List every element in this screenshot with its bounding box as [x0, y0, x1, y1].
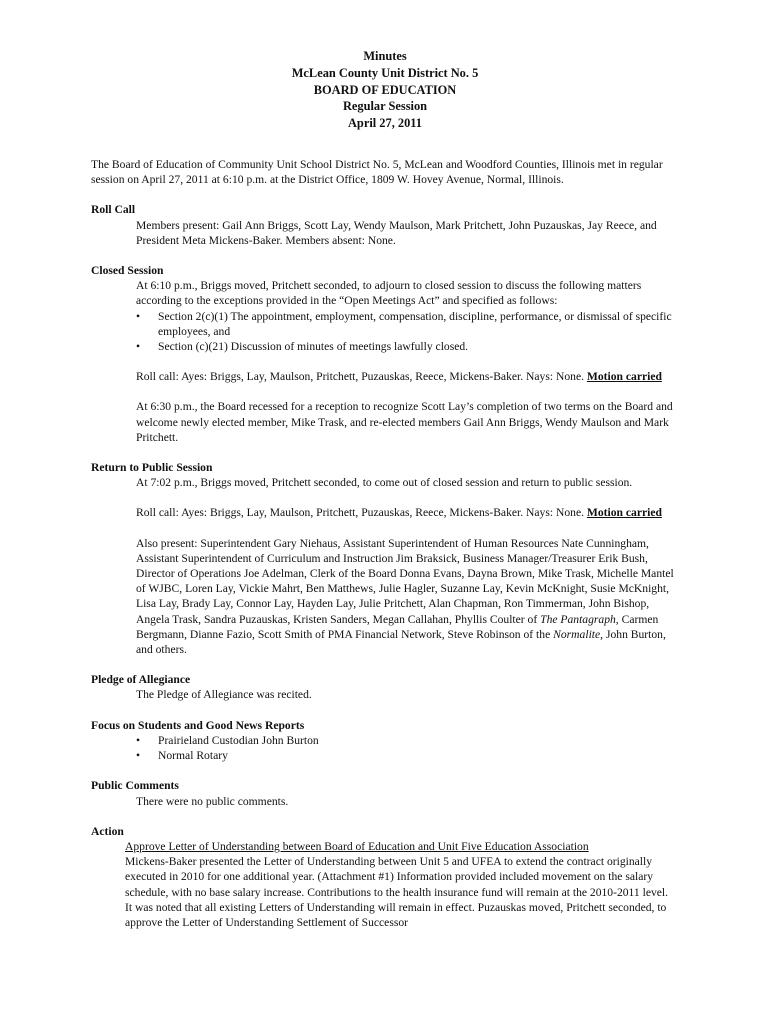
closed-session-body	[91, 278, 677, 445]
intro-paragraph: The Board of Education of Community Unit School District No. 5, McLean and Woodford Counties, Illinois met in regular session on April 27, 2011 at 6:10 p.m. at the District Office, 1809 W. Hovey Avenue, Normal, Illinois.	[91, 158, 663, 187]
motion-carried-label: Motion carried	[586, 506, 662, 520]
closed-session-bullets	[136, 309, 677, 355]
title-date: April 27, 2011	[347, 116, 422, 131]
public-comments-heading: Public Comments	[91, 779, 179, 793]
pledge-text: The Pledge of Allegiance was recited.	[136, 688, 312, 702]
list-item	[136, 339, 677, 354]
closed-session-vote	[136, 369, 677, 384]
pledge-section	[91, 672, 677, 702]
also-present-part-3: John Burton, and others.	[136, 627, 666, 657]
normalite-name: Normalite,	[553, 627, 604, 641]
list-item-text: Prairieland Custodian John Burton	[158, 733, 319, 747]
list-item-text: Normal Rotary	[158, 749, 228, 763]
pledge-heading: Pledge of Allegiance	[91, 673, 191, 687]
list-item	[136, 748, 677, 763]
public-session-body	[91, 475, 677, 657]
focus-body	[91, 733, 677, 763]
action-section	[91, 824, 677, 930]
focus-heading: Focus on Students and Good News Reports	[91, 718, 305, 732]
public-comments-section	[91, 778, 677, 808]
public-session-text: At 7:02 p.m., Briggs moved, Pritchett seconded, to come out of closed session and return to public session.	[136, 476, 633, 490]
roll-call-vote-text: Roll call: Ayes: Briggs, Lay, Maulson, Pritchett, Puzauskas, Reece, Mickens-Baker. Nays: None.	[136, 506, 584, 520]
title-board: BOARD OF EDUCATION	[313, 82, 457, 97]
list-item	[136, 309, 677, 339]
also-present-part-1: Also present: Superintendent Gary Niehaus, Assistant Superintendent of Human Resources Nate Cunningham, Assistant Superintendent of Curriculum and Instruction Jim Braksick, Business Manager/Treasurer Erik Bush, Director of Operations Joe Adelman, Clerk of the Board Donna Evans, Dayna Brown, Mike Trask, Michelle Mantel of WJBC, Loren Lay, Vickie Mahrt, Ben Matthews, Julie Hagler, Suzanne Lay, Kevin McKnight, Susie McKnight, Lisa Lay, Brady Lay, Connor Lay, Hayden Lay, Julie Pritchett, Alan Chapman, Ron Timmerman, John Bishop, Angela Trask, Sandra Puzauskas, Kristen Sanders, Megan Callahan, Phyllis Coulter of	[136, 536, 674, 626]
pantagraph-name: The Pantagraph,	[540, 612, 619, 626]
bullet-icon: •	[136, 749, 141, 763]
document-title-block	[0, 48, 770, 132]
recess-text: At 6:30 p.m., the Board recessed for a reception to recognize Scott Lay’s completion of two terms on the Board and welcome newly elected member, Mike Trask, and re-elected members Gail Ann Briggs, Wendy Maulson and Mark Pritchett.	[136, 400, 673, 444]
action-body	[91, 839, 677, 930]
list-item-text: Section 2(c)(1) The appointment, employment, compensation, discipline, performance, or dismissal of specific employees, and	[158, 309, 672, 338]
focus-section	[91, 718, 677, 764]
roll-call-heading: Roll Call	[91, 203, 136, 217]
bullet-icon: •	[136, 340, 141, 354]
roll-call-vote-text: Roll call: Ayes: Briggs, Lay, Maulson, Pritchett, Puzauskas, Reece, Mickens-Baker. Nays: None.	[136, 370, 584, 384]
action-heading: Action	[91, 824, 124, 838]
document-body	[91, 157, 677, 930]
bullet-icon: •	[136, 309, 141, 323]
action-item-text: Mickens-Baker presented the Letter of Understanding between Unit 5 and UFEA to extend the contract originally executed in 2010 for one additional year. (Attachment #1) Information provided included movement on the salary schedule, with no base salary increase. Contributions to the health insurance fund will remain at the 2010-2011 level. It was noted that all existing Letters of Understanding will remain in effect. Puzauskas moved, Pritchett seconded, to approve the Letter of Understanding Settlement of Successor	[125, 855, 669, 929]
closed-session-heading: Closed Session	[91, 264, 164, 278]
public-session-heading: Return to Public Session	[91, 461, 213, 475]
focus-bullets	[136, 733, 677, 763]
public-session-section	[91, 460, 677, 657]
also-present-part-2: Carmen Bergmann, Dianne Fazio, Scott Smith of PMA Financial Network, Steve Robinson of the	[136, 612, 659, 641]
title-minutes: Minutes	[363, 49, 407, 63]
motion-carried-label: Motion carried	[586, 370, 662, 384]
list-item	[136, 733, 677, 748]
roll-call-text: Members present: Gail Ann Briggs, Scott Lay, Wendy Maulson, Mark Pritchett, John Puzauskas, Jay Reece, and President Meta Mickens-Baker. Members absent: None.	[136, 218, 657, 247]
list-item-text: Section (c)(21) Discussion of minutes of meetings lawfully closed.	[158, 340, 469, 354]
bullet-icon: •	[136, 733, 141, 747]
title-district: McLean County Unit District No. 5	[291, 65, 479, 80]
also-present-text	[136, 536, 677, 658]
roll-call-section	[91, 202, 677, 248]
public-session-vote	[136, 505, 677, 520]
public-comments-text: There were no public comments.	[136, 794, 289, 808]
closed-session-section	[91, 263, 677, 445]
action-item-title: Approve Letter of Understanding between Board of Education and Unit Five Education Association	[125, 839, 589, 853]
title-session-type: Regular Session	[342, 99, 428, 114]
closed-session-text: At 6:10 p.m., Briggs moved, Pritchett seconded, to adjourn to closed session to discuss the following matters according to the exceptions provided in the “Open Meetings Act” and specified as follows:	[136, 279, 642, 308]
